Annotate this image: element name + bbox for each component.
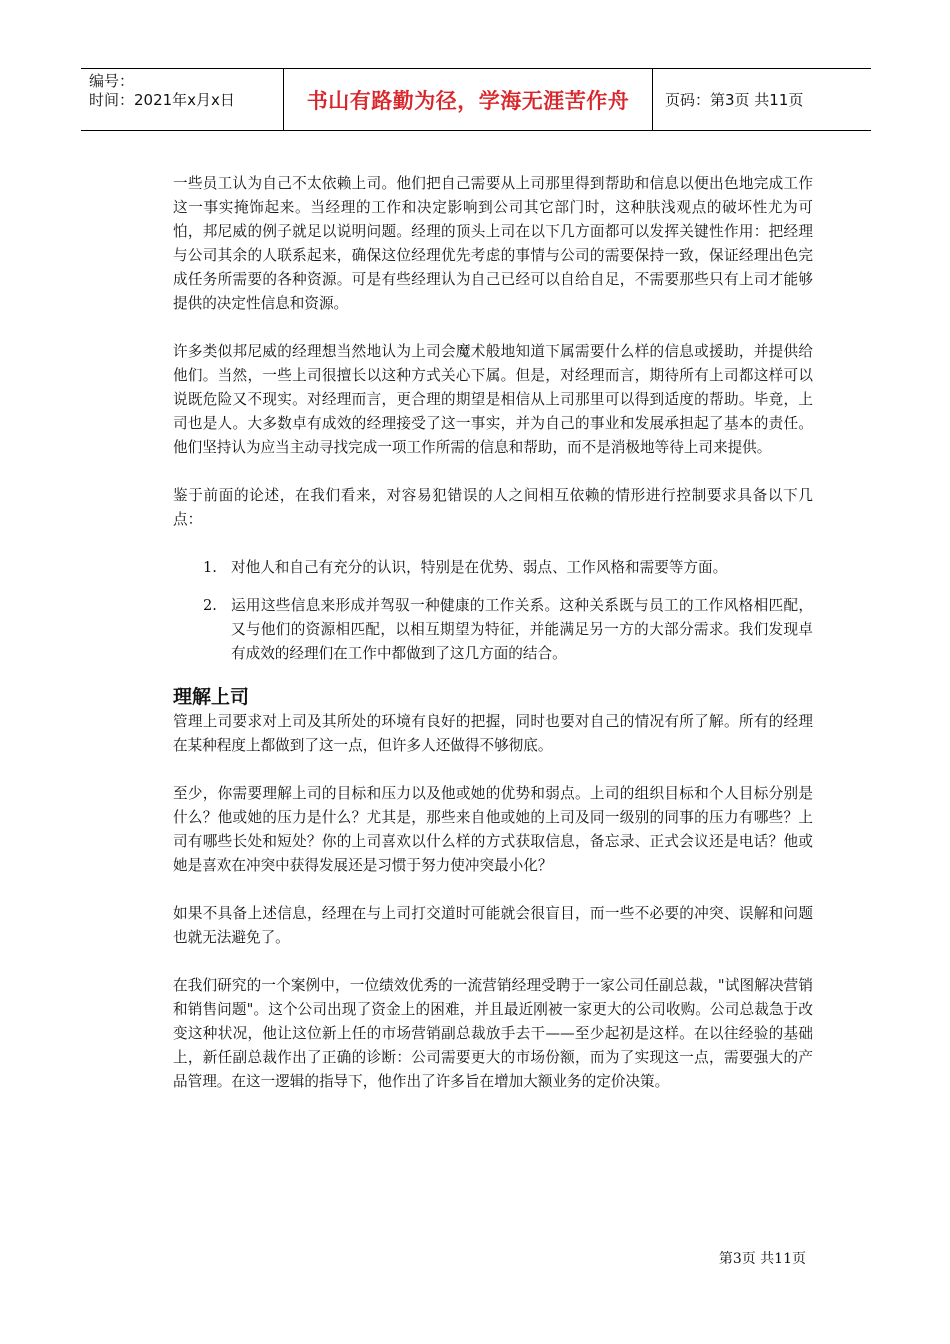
document-body bbox=[173, 172, 813, 1118]
paragraph: 如果不具备上述信息，经理在与上司打交道时可能就会很盲目，而一些不必要的冲突、误解和问题也就无法避免了。 bbox=[173, 905, 813, 946]
list-item bbox=[173, 594, 813, 666]
header-meta bbox=[81, 69, 283, 130]
document-number-label: 编号： bbox=[89, 72, 135, 90]
paragraph: 至少，你需要理解上司的目标和压力以及他或她的优势和弱点。上司的组织目标和个人目标分别是什么？他或她的压力是什么？尤其是，那些来自他或她的上司及同一级别的同事的压力有哪些？上司有哪些长处和短处？你的上司喜欢以什么样的方式获取信息，备忘录、正式会议还是电话？他或她是喜欢在冲突中获得发展还是习惯于努力使冲突最小化？ bbox=[173, 785, 813, 874]
paragraph: 一些员工认为自己不太依赖上司。他们把自己需要从上司那里得到帮助和信息以便出色地完成工作这一事实掩饰起来。当经理的工作和决定影响到公司其它部门时，这种肤浅观点的破坏性尤为可怕，邦尼威的例子就足以说明问题。经理的顶头上司在以下几方面都可以发挥关键性作用：把经理与公司其余的人联系起来，确保这位经理优先考虑的事情与公司的需要保持一致，保证经理出色完成任务所需要的各种资源。可是有些经理认为自己已经可以自给自足，不需要那些只有上司才能够提供的决定性信息和资源。 bbox=[173, 175, 813, 312]
list-item bbox=[173, 556, 813, 580]
paragraph: 管理上司要求对上司及其所处的环境有良好的把握，同时也要对自己的情况有所了解。所有的经理在某种程度上都做到了这一点，但许多人还做得不够彻底。 bbox=[173, 713, 813, 754]
list-item-text: 运用这些信息来形成并驾驭一种健康的工作关系。这种关系既与员工的工作风格相匹配，又与他们的资源相匹配，以相互期望为特征，并能满足另一方的大部分需求。我们发现卓有成效的经理们在工作中都做到了这几方面的结合。 bbox=[231, 597, 813, 662]
page-header bbox=[81, 68, 871, 131]
header-motto-cell bbox=[283, 69, 653, 130]
document-time-label: 时间：2021年x月x日 bbox=[89, 91, 235, 109]
paragraph: 鉴于前面的论述，在我们看来，对容易犯错误的人之间相互依赖的情形进行控制要求具备以下几点： bbox=[173, 487, 813, 528]
header-motto: 书山有路勤为径，学海无涯苦作舟 bbox=[306, 88, 630, 113]
section-heading: 理解上司 bbox=[173, 686, 250, 708]
header-page-code: 页码：第3页 共11页 bbox=[665, 91, 804, 109]
list-item-number: 1. bbox=[203, 559, 217, 576]
numbered-list bbox=[173, 556, 813, 666]
page-footer: 第3页 共11页 bbox=[718, 1251, 806, 1267]
list-item-number: 2. bbox=[203, 597, 217, 614]
list-item-text: 对他人和自己有充分的认识，特别是在优势、弱点、工作风格和需要等方面。 bbox=[231, 559, 728, 576]
paragraph: 许多类似邦尼威的经理想当然地认为上司会魔术般地知道下属需要什么样的信息或援助，并提供给他们。当然，一些上司很擅长以这种方式关心下属。但是，对经理而言，期待所有上司都这样可以说既危险又不现实。对经理而言，更合理的期望是相信从上司那里可以得到适度的帮助。毕竟，上司也是人。大多数卓有成效的经理接受了这一事实，并为自己的事业和发展承担起了基本的责任。他们坚持认为应当主动寻找完成一项工作所需的信息和帮助，而不是消极地等待上司来提供。 bbox=[173, 343, 813, 456]
paragraph: 在我们研究的一个案例中，一位绩效优秀的一流营销经理受聘于一家公司任副总裁，"试图解决营销和销售问题"。这个公司出现了资金上的困难，并且最近刚被一家更大的公司收购。公司总裁急于改变这种状况，他让这位新上任的市场营销副总裁放手去干——至少起初是这样。在以往经验的基础上，新任副总裁作出了正确的诊断：公司需要更大的市场份额，而为了实现这一点，需要强大的产品管理。在这一逻辑的指导下，他作出了许多旨在增加大额业务的定价决策。 bbox=[173, 977, 813, 1090]
